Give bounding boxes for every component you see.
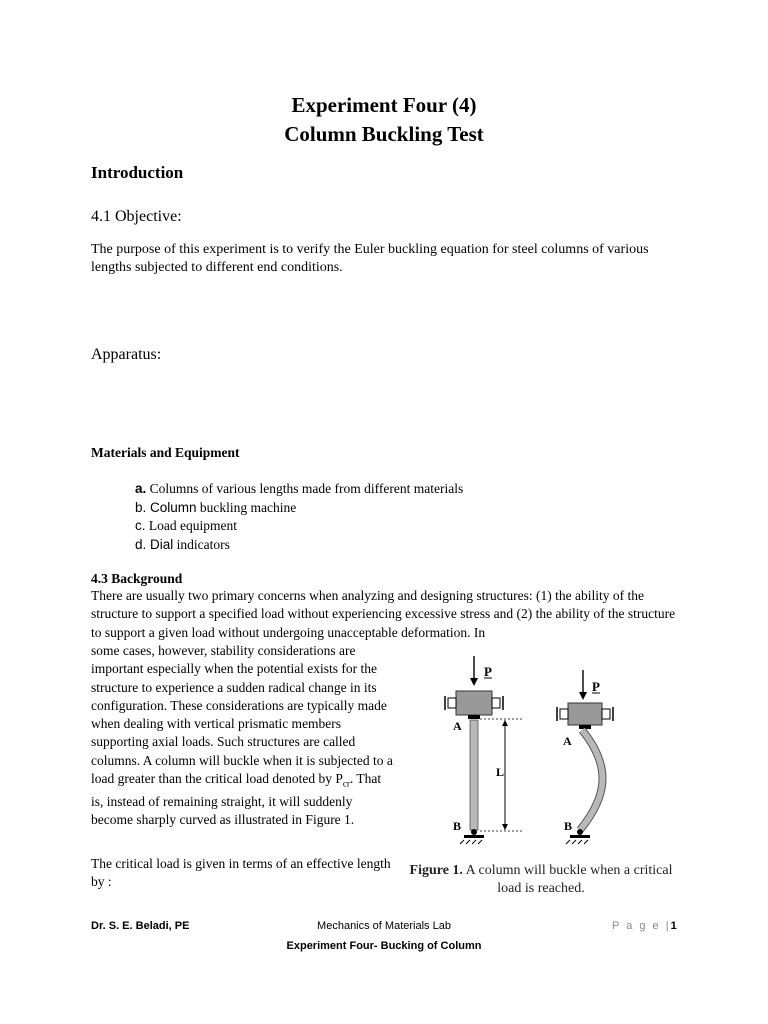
background-heading: 4.3 Background	[91, 571, 183, 586]
list-item-label: c.	[135, 518, 146, 533]
page-number	[612, 920, 677, 932]
label-b-right: B	[564, 819, 573, 833]
list-item	[135, 517, 463, 536]
label-p-left: P	[484, 664, 492, 679]
column-straight	[470, 720, 478, 830]
label-a-left: A	[453, 719, 462, 733]
materials-heading: Materials and Equipment	[91, 445, 240, 460]
top-fixture-right	[568, 703, 602, 725]
objective-text: The purpose of this experiment is to verify the Euler buckling equation for steel columns of various lengths subjected to different end conditions.	[91, 242, 649, 275]
list-item-text: Columns of various lengths made from different materials	[149, 481, 464, 496]
title-line-1: Experiment Four (4)	[291, 93, 477, 117]
footer-subtitle: Experiment Four- Bucking of Column	[286, 940, 482, 952]
critical-load-text: The critical load is given in terms of an effective length by :	[91, 856, 391, 890]
label-b-left: B	[453, 819, 462, 833]
top-fixture-left	[456, 691, 492, 715]
list-item-text: indicators	[176, 536, 230, 552]
list-item	[135, 536, 463, 555]
apparatus-heading: Apparatus:	[91, 346, 162, 363]
list-item-label: a.	[135, 481, 147, 496]
document-title	[0, 93, 768, 147]
label-a-right: A	[563, 734, 572, 748]
materials-list	[135, 480, 463, 554]
background-text-narrow	[91, 642, 396, 830]
list-item-label: b. Column	[135, 499, 197, 515]
label-p-right: P	[592, 679, 600, 694]
list-item-text: Load equipment	[148, 518, 237, 533]
background-text-part: some cases, however, stability considerations are important especially when the potential exists for the structure to experience a sudden radical change in its configuration. These considerations are typically made when dealing with vertical prismatic members supporting axial loads. Such structures are called columns. A column will buckle when it is subjected to a load greater than the critical load denoted by P	[91, 643, 393, 787]
footer-course: Mechanics of Materials Lab	[317, 920, 451, 932]
footer-author: Dr. S. E. Beladi, PE	[91, 920, 190, 932]
figure-caption	[406, 862, 676, 898]
page-number-value: 1	[670, 920, 677, 932]
critical-subscript: cr	[342, 778, 350, 789]
background-text-full: There are usually two primary concerns when analyzing and designing structures: (1) the ability of the structure to support a specified load without experiencing excessive stress and (2) the ability of the structure to support a given load without undergoing unacceptable deformation. In	[91, 588, 676, 640]
title-line-2: Column Buckling Test	[284, 122, 484, 146]
figure-caption-label: Figure 1.	[409, 863, 463, 878]
list-item	[135, 480, 463, 499]
list-item-text: buckling machine	[199, 499, 297, 515]
list-item	[135, 499, 463, 518]
page-label: P a g e |	[612, 920, 671, 932]
objective-heading: 4.1 Objective:	[91, 208, 182, 225]
introduction-heading: Introduction	[91, 163, 184, 182]
label-l: L	[496, 765, 505, 779]
list-item-label: d. Dial	[135, 536, 174, 552]
background-text-part: . That is, instead of remaining straight, it will suddenly become sharply curved as illustrated in Figure 1.	[91, 771, 382, 828]
figure-caption-text: A column will buckle when a critical load is reached.	[462, 863, 673, 896]
